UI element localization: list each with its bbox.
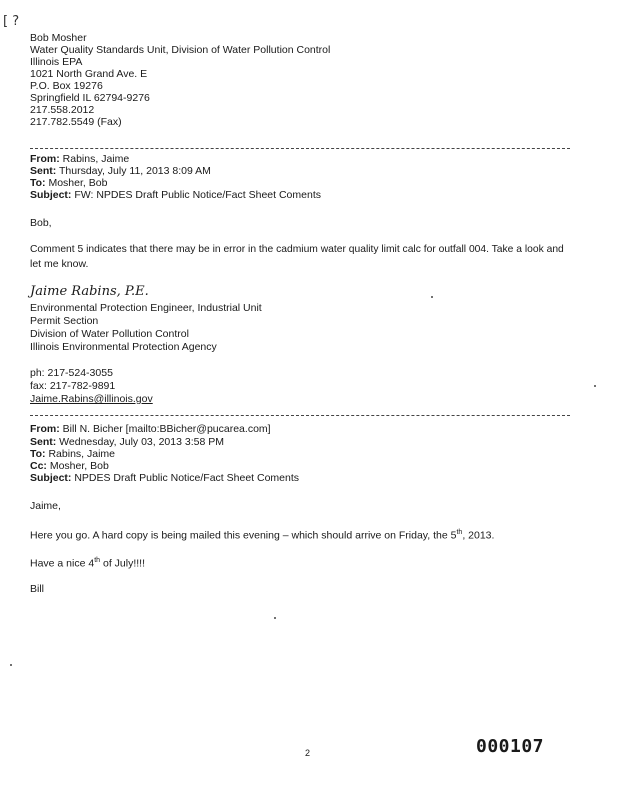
contact-phone: 217.558.2012 <box>30 104 95 116</box>
from-value: Bill N. Bicher [mailto:BBicher@pucarea.com] <box>62 423 271 435</box>
email-greeting: Jaime, <box>30 500 61 512</box>
signature-name: Jaime Rabins, P.E. <box>30 284 149 299</box>
closing-text: of July!!!! <box>100 557 145 570</box>
sent-row <box>30 165 211 177</box>
email-body-line: Comment 5 indicates that there may be in error in the cadmium water quality limit calc for outfall 004. Take a look and <box>30 244 564 255</box>
contact-street: 1021 North Grand Ave. E <box>30 68 148 80</box>
body-text: , 2013. <box>462 529 495 542</box>
email-body-line: let me know. <box>30 258 89 270</box>
corner-scan-mark: [ ? <box>3 14 20 29</box>
signature-fax: fax: 217-782-9891 <box>30 380 116 392</box>
signature-title: Environmental Protection Engineer, Industrial Unit <box>30 302 262 314</box>
subject-label: Subject: <box>30 189 72 201</box>
scan-speck <box>274 617 276 619</box>
closing-text: Have a nice 4 <box>30 557 95 570</box>
ordinal-suffix: th <box>456 529 463 536</box>
contact-city: Springfield IL 62794-9276 <box>30 92 150 104</box>
contact-unit: Water Quality Standards Unit, Division of Water Pollution Control <box>30 44 331 56</box>
sent-label: Sent: <box>30 436 57 448</box>
from-row <box>30 423 271 435</box>
to-value: Rabins, Jaime <box>48 448 115 460</box>
subject-row <box>30 189 321 201</box>
email-separator <box>30 148 570 149</box>
from-row <box>30 153 129 165</box>
contact-fax: 217.782.5549 (Fax) <box>30 116 122 128</box>
subject-value: FW: NPDES Draft Public Notice/Fact Sheet Coments <box>74 189 321 201</box>
from-label: From: <box>30 423 60 435</box>
sent-label: Sent: <box>30 165 57 177</box>
email-sign-off: Bill <box>30 583 45 595</box>
to-label: To: <box>30 448 46 460</box>
to-label: To: <box>30 177 46 189</box>
subject-row <box>30 472 299 484</box>
from-label: From: <box>30 153 60 165</box>
email-body-line <box>30 527 494 542</box>
to-row <box>30 177 107 189</box>
scan-speck <box>10 664 12 666</box>
contact-name: Bob Mosher <box>30 32 87 44</box>
scan-speck <box>594 385 596 387</box>
bates-number: 000107 <box>476 736 545 757</box>
sent-value: Wednesday, July 03, 2013 3:58 PM <box>59 436 224 448</box>
page-number: 2 <box>305 748 311 758</box>
scan-speck <box>431 296 433 298</box>
signature-email-link[interactable]: Jaime.Rabins@illinois.gov <box>30 393 153 405</box>
to-row <box>30 448 115 460</box>
sent-value: Thursday, July 11, 2013 8:09 AM <box>58 165 211 177</box>
cc-value: Mosher, Bob <box>49 460 109 472</box>
cc-row <box>30 460 109 472</box>
contact-agency: Illinois EPA <box>30 56 83 68</box>
signature-phone: ph: 217-524-3055 <box>30 367 113 379</box>
to-value: Mosher, Bob <box>48 177 108 189</box>
email-separator <box>30 415 570 416</box>
contact-po-box: P.O. Box 19276 <box>30 80 103 92</box>
signature-agency: Illinois Environmental Protection Agency <box>30 341 217 353</box>
cc-label: Cc: <box>30 460 47 472</box>
signature-section: Permit Section <box>30 315 99 327</box>
subject-value: NPDES Draft Public Notice/Fact Sheet Coments <box>74 472 300 484</box>
signature-division: Division of Water Pollution Control <box>30 328 189 340</box>
subject-label: Subject: <box>30 472 72 484</box>
ordinal-suffix: th <box>94 557 101 564</box>
email-closing <box>30 555 145 570</box>
from-value: Rabins, Jaime <box>62 153 130 165</box>
body-text: Here you go. A hard copy is being mailed this evening – which should arrive on Friday, the 5 <box>30 529 457 542</box>
sent-row <box>30 436 224 448</box>
email-greeting: Bob, <box>30 217 52 229</box>
